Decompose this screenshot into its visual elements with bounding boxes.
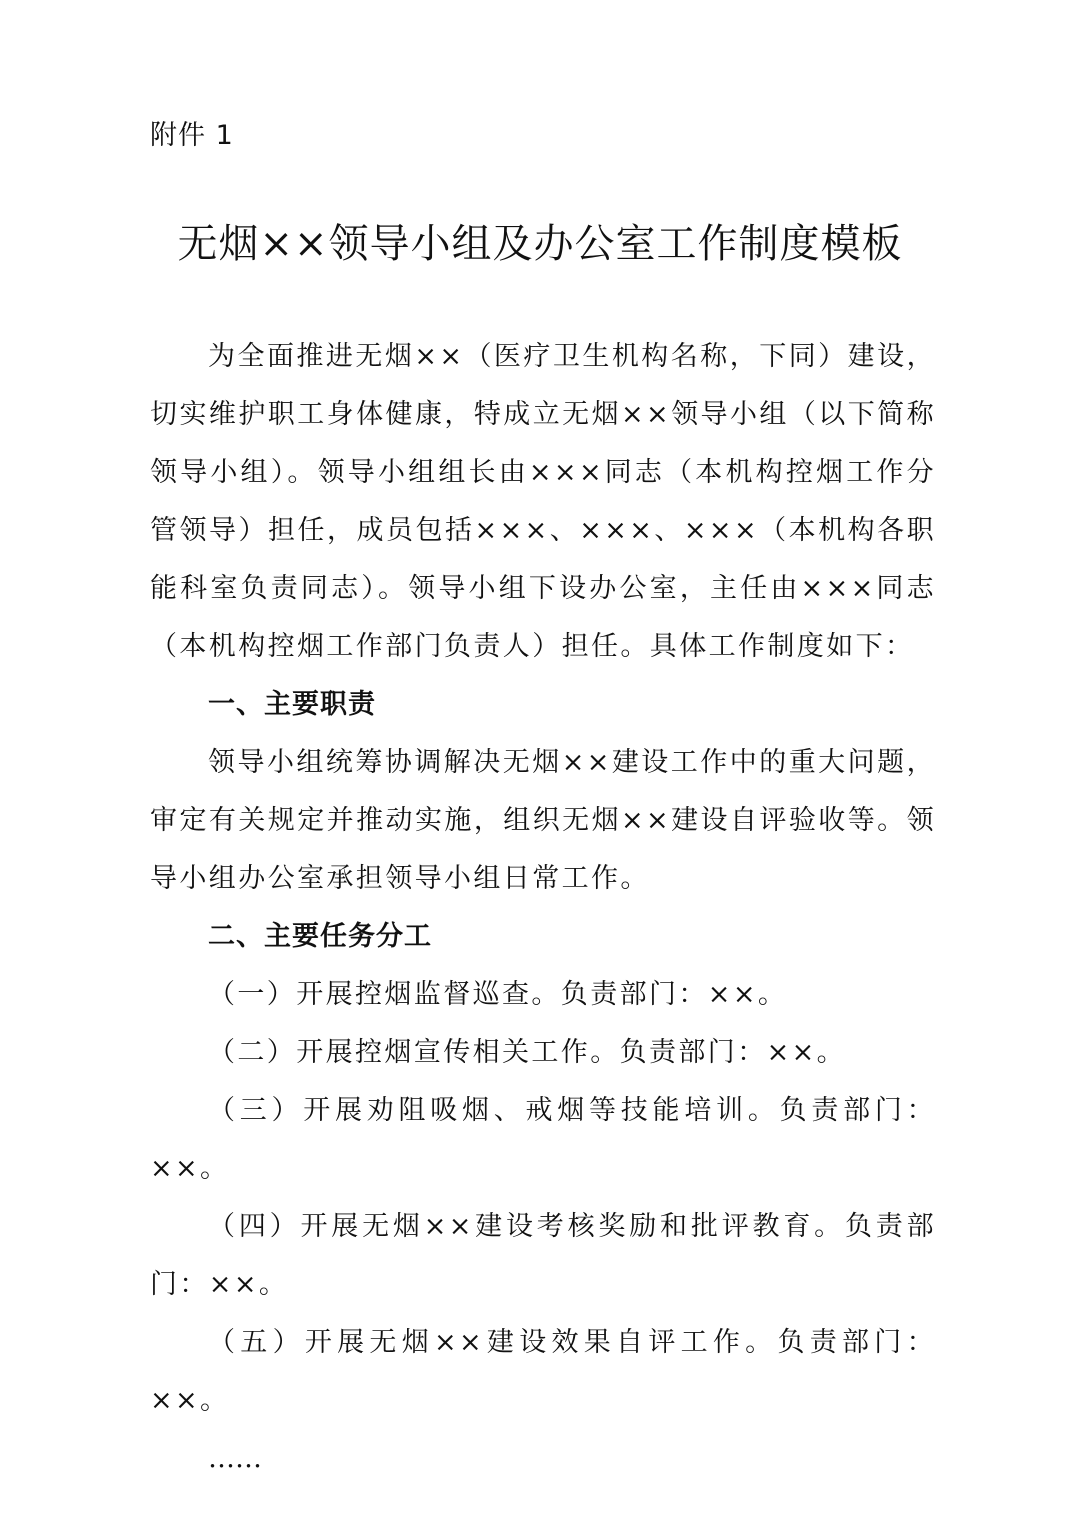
document-body [150,328,936,1488]
task-item: （四）开展无烟××建设考核奖励和批评教育。负责部门：××。 [150,1211,936,1300]
section-heading-task-division: 二、主要任务分工 [208,921,432,952]
attachment-label: 附件 1 [150,120,234,151]
intro-paragraph: 为全面推进无烟××（医疗卫生机构名称，下同）建设，切实维护职工身体健康，特成立无烟××领导小组（以下简称领导小组）。领导小组组长由×××同志（本机构控烟工作分管领导）担任，成员包括×××、×××、×××（本机构各职能科室负责同志）。领导小组下设办公室，主任由×××同志（本机构控烟工作部门负责人）担任。具体工作制度如下： [150,341,936,662]
continuation-ellipsis: …… [208,1443,262,1474]
section-heading-responsibilities: 一、主要职责 [208,689,376,720]
task-item: （三）开展劝阻吸烟、戒烟等技能培训。负责部门：××。 [150,1095,936,1184]
task-item: （二）开展控烟宣传相关工作。负责部门：××。 [208,1037,847,1068]
task-item: （一）开展控烟监督巡查。负责部门：××。 [208,979,788,1010]
document-title: 无烟××领导小组及办公室工作制度模板 [177,221,903,267]
responsibilities-paragraph: 领导小组统筹协调解决无烟××建设工作中的重大问题，审定有关规定并推动实施，组织无烟××建设自评验收等。领导小组办公室承担领导小组日常工作。 [150,747,936,894]
task-item: （五）开展无烟××建设效果自评工作。负责部门：××。 [150,1327,936,1416]
